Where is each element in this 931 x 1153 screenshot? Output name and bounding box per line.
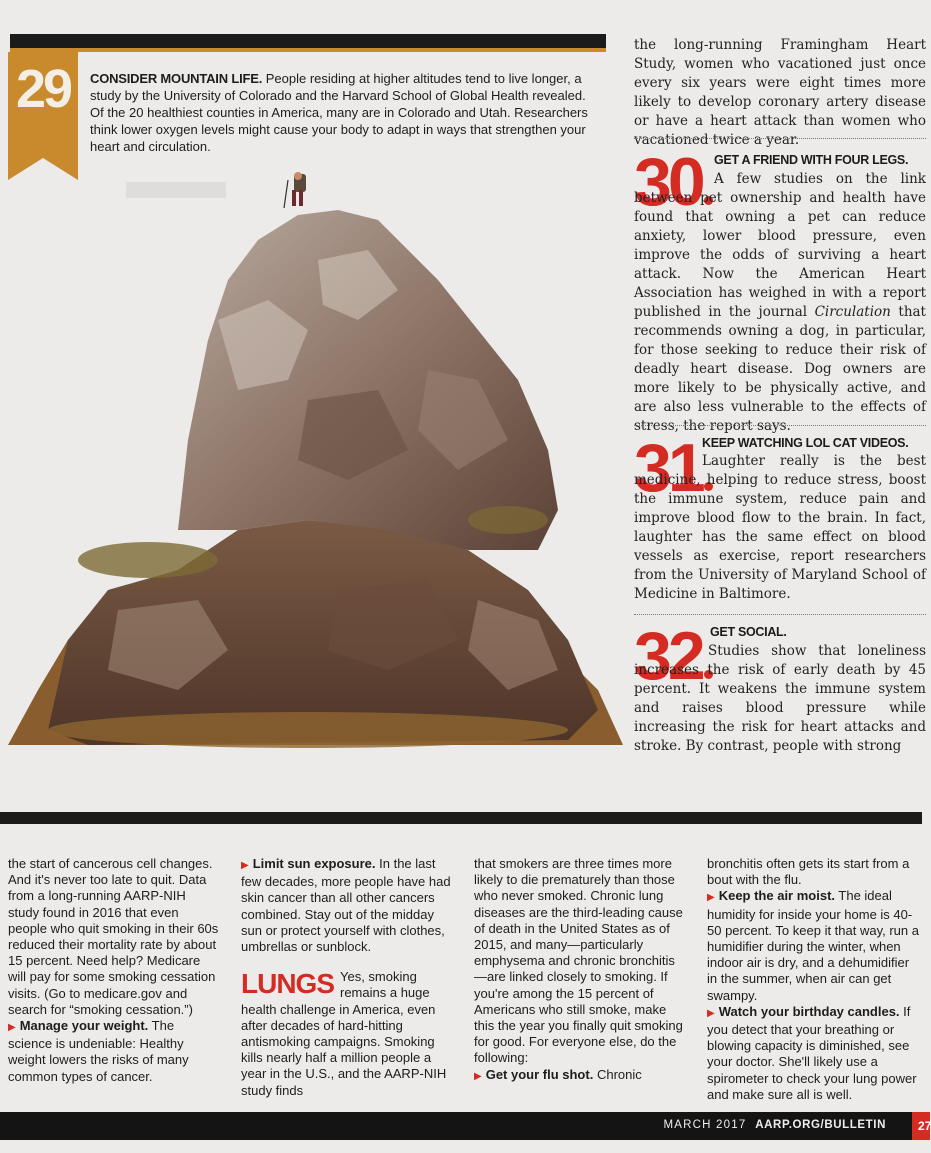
mountain-rock-image	[8, 170, 623, 750]
col4-bullet2-body: If you detect that your breathing or blowing capacity is diminished, see your doctor. She'll likely use a spirometer to check your lung power and make sure all is well.	[707, 1003, 917, 1102]
col2-bullet-sun	[241, 856, 453, 955]
col1-bullet-body: The science is undeniable: Healthy weight lowers the risks of many common types of cancer.	[8, 1018, 189, 1084]
col3-bullet-head: Get your flu shot.	[485, 1066, 594, 1082]
col4-bullet-candles	[707, 1004, 922, 1103]
tip-30-text	[634, 170, 926, 436]
tip-30-number-text: 30	[634, 144, 702, 220]
bottom-column-2	[241, 856, 453, 1099]
lungs-section	[241, 969, 453, 1099]
footer-site: AARP.ORG/BULLETIN	[755, 1119, 886, 1131]
tip-31-text	[634, 452, 926, 604]
framingham-text-block	[634, 36, 926, 150]
bottom-section-bar	[0, 812, 922, 824]
arrow-right-icon: ▶	[707, 1007, 715, 1019]
page-footer	[0, 1112, 912, 1140]
tip-30-body-a: A few studies on the link between pet ownership and health have found that owning a pet can reduce anxiety, lower blood pressure, even improve the odds of surviving a heart attack. Now the American Heart Association has weighed in with a report published in the journal	[634, 171, 926, 320]
mountain-illustration	[8, 170, 623, 750]
col1-paragraph: the start of cancerous cell changes. And it's never too late to quit. Data from a long-running AARP-NIH study found in 2016 that even people who quit smoking in their 60s reduced their mortality rate by about 15 percent. Need help? Medicare will pay for some smoking cessation visits. (Go to medicare.gov and search for “smoking cessation.”)	[8, 856, 219, 1017]
col4-bullet2-head: Watch your birthday candles.	[718, 1003, 900, 1019]
footer-date: MARCH 2017	[663, 1119, 747, 1131]
hiker-figure	[284, 172, 306, 208]
tip-29-body: People residing at higher altitudes tend to live longer, a study by the University of Colorado and the Harvard School of Global Health revealed. Of the 20 healthiest counties in America, many are in Colorado and Utah. Researchers think lower oxygen levels might cause your body to adapt in ways that strengthen your heart and circulation.	[90, 71, 588, 154]
tip-31-heading: KEEP WATCHING LOL CAT VIDEOS.	[702, 436, 909, 450]
tip-32-body: Studies show that loneliness increases the risk of early death by 45 percent. It weakens the immune system and raises blood pressure while increasing the risk for heart attacks and stroke. By contrast, people with strong	[634, 643, 926, 754]
col1-bullet-head: Manage your weight.	[19, 1018, 149, 1034]
arrow-right-icon: ▶	[474, 1070, 482, 1082]
lungs-label: LUNGS	[241, 968, 334, 1000]
tip-30-journal: Circulation	[814, 304, 891, 320]
col3-paragraph: that smokers are three times more likely to die prematurely than those who never smoked. Chronic lung diseases are the third-leading cause of death in the United States as of 2015, and many—particularly emphysema and chronic bronchitis—are linked closely to smoking. If you're among the 15 percent of Americans who still smoke, make this the year you finally quit smoking for good. For everyone else, do the following:	[474, 856, 683, 1066]
tip-30-body	[634, 170, 926, 436]
tip-32-heading: GET SOCIAL.	[710, 625, 787, 639]
bottom-column-3	[474, 856, 686, 1085]
tip-31-number-text: 31	[634, 430, 702, 506]
tip-32-text	[634, 642, 926, 756]
tip-29-number: 29	[15, 59, 71, 119]
col3-bullet-body: Chronic	[596, 1066, 642, 1082]
bottom-column-4	[707, 856, 922, 1103]
tip-32-number-text: 32	[634, 618, 702, 694]
top-rule-bar	[10, 34, 606, 48]
arrow-right-icon: ▶	[707, 892, 715, 904]
tip-29-text	[90, 70, 590, 155]
arrow-right-icon: ▶	[241, 860, 249, 871]
top-rule-gold	[10, 48, 606, 52]
col2-bullet-head: Limit sun exposure.	[252, 856, 376, 871]
tip-30-heading: GET A FRIEND WITH FOUR LEGS.	[714, 153, 909, 167]
col1-bullet-weight	[8, 1018, 220, 1085]
divider-dotted-2	[634, 425, 926, 426]
col4-bullet-air	[707, 888, 922, 1003]
divider-dotted-1	[634, 138, 926, 139]
arrow-right-icon: ▶	[8, 1022, 16, 1034]
col4-bullet1-head: Keep the air moist.	[718, 888, 836, 904]
page-number: 27	[912, 1112, 930, 1140]
col2-bullet-body: In the last few decades, more people have had skin cancer than all other cancers combined. Stay out of the midday sun or protect yourself with clothes, umbrellas or sunblock.	[241, 856, 451, 955]
footer-text	[664, 1119, 887, 1131]
tip-29-heading: CONSIDER MOUNTAIN LIFE.	[90, 71, 263, 86]
tip-30-body-b: that recommends owning a dog, in particular, for those seeking to reduce their risk of deadly heart disease. Dog owners are more likely to be physically active, and are also less vulnerable to the effects of stress, the report says.	[634, 304, 926, 434]
col3-bullet-flu	[474, 1067, 686, 1085]
lungs-body: Yes, smoking remains a huge health challenge in America, even after decades of hard-hitting antismoking campaigns. Smoking kills nearly half a million people a year in the U.S., and the AARP-NIH study finds	[241, 969, 447, 1098]
col4-paragraph: bronchitis often gets its start from a bout with the flu.	[707, 856, 910, 888]
tip-31-body: Laughter really is the best medicine, helping to reduce stress, boost the immune system, reduce pain and improve blood flow to the brain. In fact, laughter has the same effect on blood vessels as exercise, report researchers from the University of Maryland School of Medicine in Baltimore.	[634, 453, 926, 602]
tip-29-ribbon	[8, 52, 78, 180]
divider-dotted-3	[634, 614, 926, 615]
col4-bullet1-body: The ideal humidity for inside your home is 40-50 percent. To keep it that way, run a humidifier during the winter, when indoor air is dry, and a dehumidifier in the summer, when air can get swampy.	[707, 888, 919, 1003]
framingham-paragraph: the long-running Framingham Heart Study, women who vacationed just once every six years were eight times more likely to develop coronary artery disease or have a heart attack than women who vacationed twice a year.	[634, 37, 926, 148]
bottom-column-1	[8, 856, 220, 1085]
